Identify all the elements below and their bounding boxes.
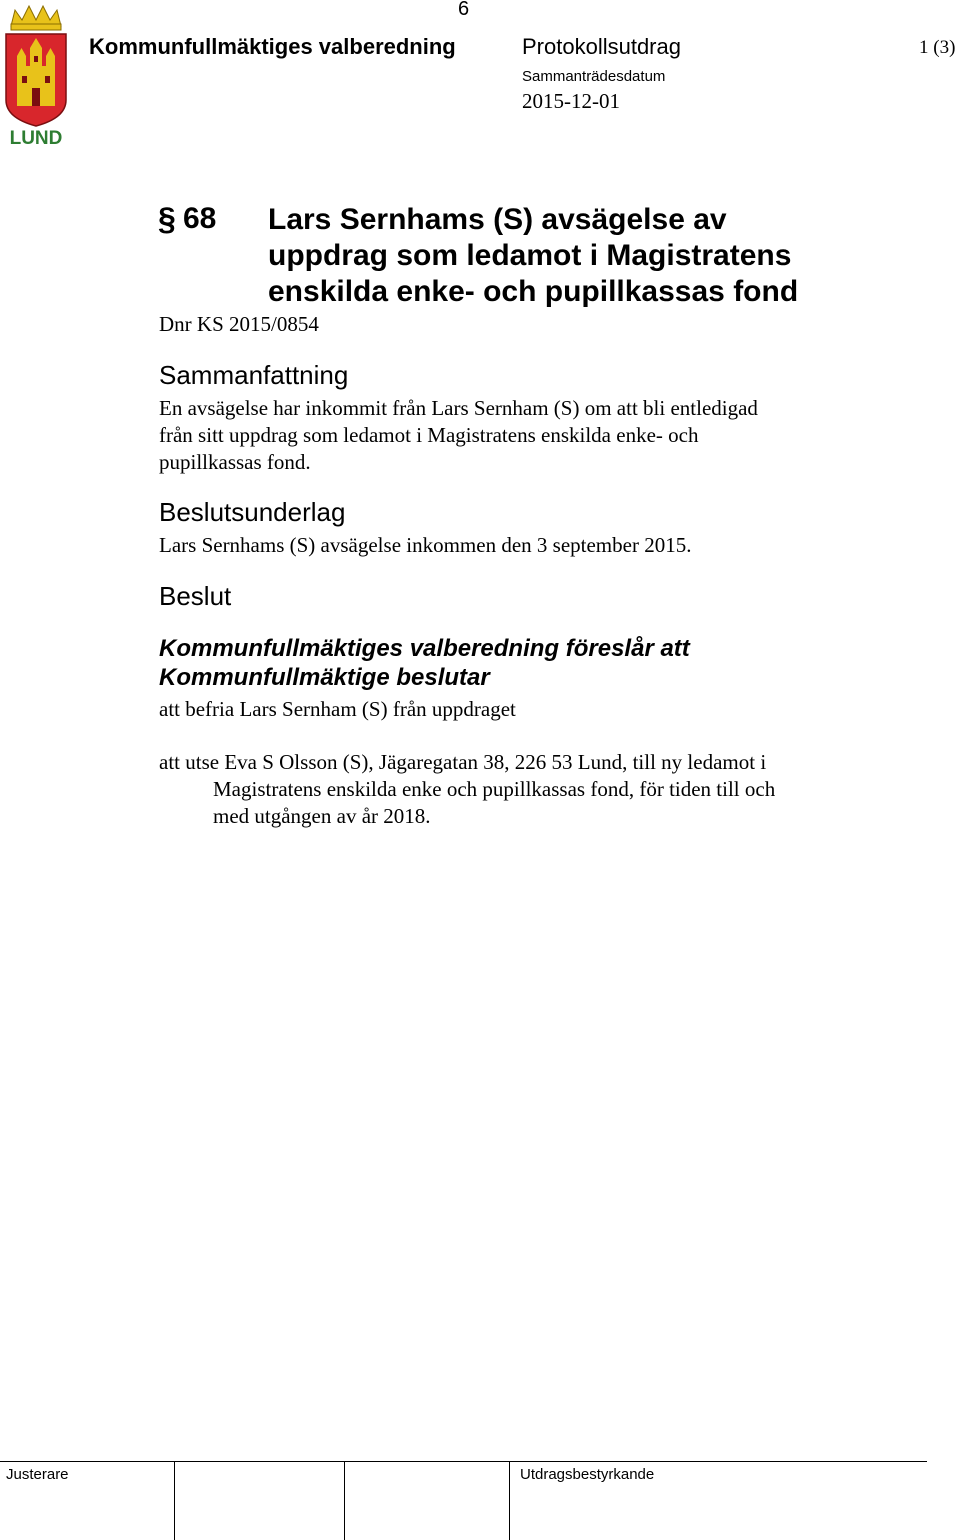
summary-line: En avsägelse har inkommit från Lars Sernham (S) om att bli entledigad: [159, 396, 758, 420]
summary-text: [159, 395, 758, 476]
basis-heading: Beslutsunderlag: [159, 497, 346, 527]
basis-text: Lars Sernhams (S) avsägelse inkommen den 3 september 2015.: [159, 533, 692, 557]
section-title: [268, 202, 868, 310]
section-title-line: Lars Sernhams (S) avsägelse av: [268, 203, 727, 236]
case-number: Dnr KS 2015/0854: [159, 312, 319, 336]
decision-proposal: [159, 634, 690, 692]
decision-item-1: att befria Lars Sernham (S) från uppdraget: [159, 697, 516, 721]
decision-item-2: [159, 749, 849, 830]
organization-name: Kommunfullmäktiges valberedning: [89, 34, 456, 59]
decision-item-2-line: Magistratens enskilda enke och pupillkassas fond, för tiden till och: [213, 777, 776, 801]
summary-heading: Sammanfattning: [159, 360, 349, 390]
footer-signature-divider: [344, 1462, 345, 1540]
meeting-date-label: Sammanträdesdatum: [522, 68, 666, 85]
section-number: 68: [183, 202, 217, 235]
section-title-line: enskilda enke- och pupillkassas fond: [268, 275, 799, 308]
decision-item-2-line: med utgången av år 2018.: [213, 804, 431, 828]
proposal-line: Kommunfullmäktige beslutar: [159, 664, 490, 691]
footer-divider: [0, 1461, 927, 1462]
meeting-date: 2015-12-01: [522, 89, 620, 113]
footer-signature-divider: [174, 1462, 175, 1540]
section-mark: §: [158, 201, 176, 237]
footer-justerare-label: Justerare: [6, 1466, 69, 1483]
document-type: Protokollsutdrag: [522, 34, 681, 59]
page-count: 1 (3): [919, 37, 956, 58]
summary-line: från sitt uppdrag som ledamot i Magistratens enskilda enke- och: [159, 423, 699, 447]
footer-signature-divider: [509, 1462, 510, 1540]
footer-utdrag-label: Utdragsbestyrkande: [520, 1466, 655, 1483]
decision-heading: Beslut: [159, 581, 232, 611]
summary-line: pupillkassas fond.: [159, 450, 311, 474]
page-number: 6: [458, 0, 470, 20]
section-title-line: uppdrag som ledamot i Magistratens: [268, 239, 792, 272]
logo-text: LUND: [9, 128, 63, 148]
lund-crest-logo: [3, 4, 69, 148]
proposal-line: Kommunfullmäktiges valberedning föreslår att: [159, 635, 690, 662]
decision-item-2-line: att utse Eva S Olsson (S), Jägaregatan 38, 226 53 Lund, till ny ledamot i: [159, 750, 767, 774]
